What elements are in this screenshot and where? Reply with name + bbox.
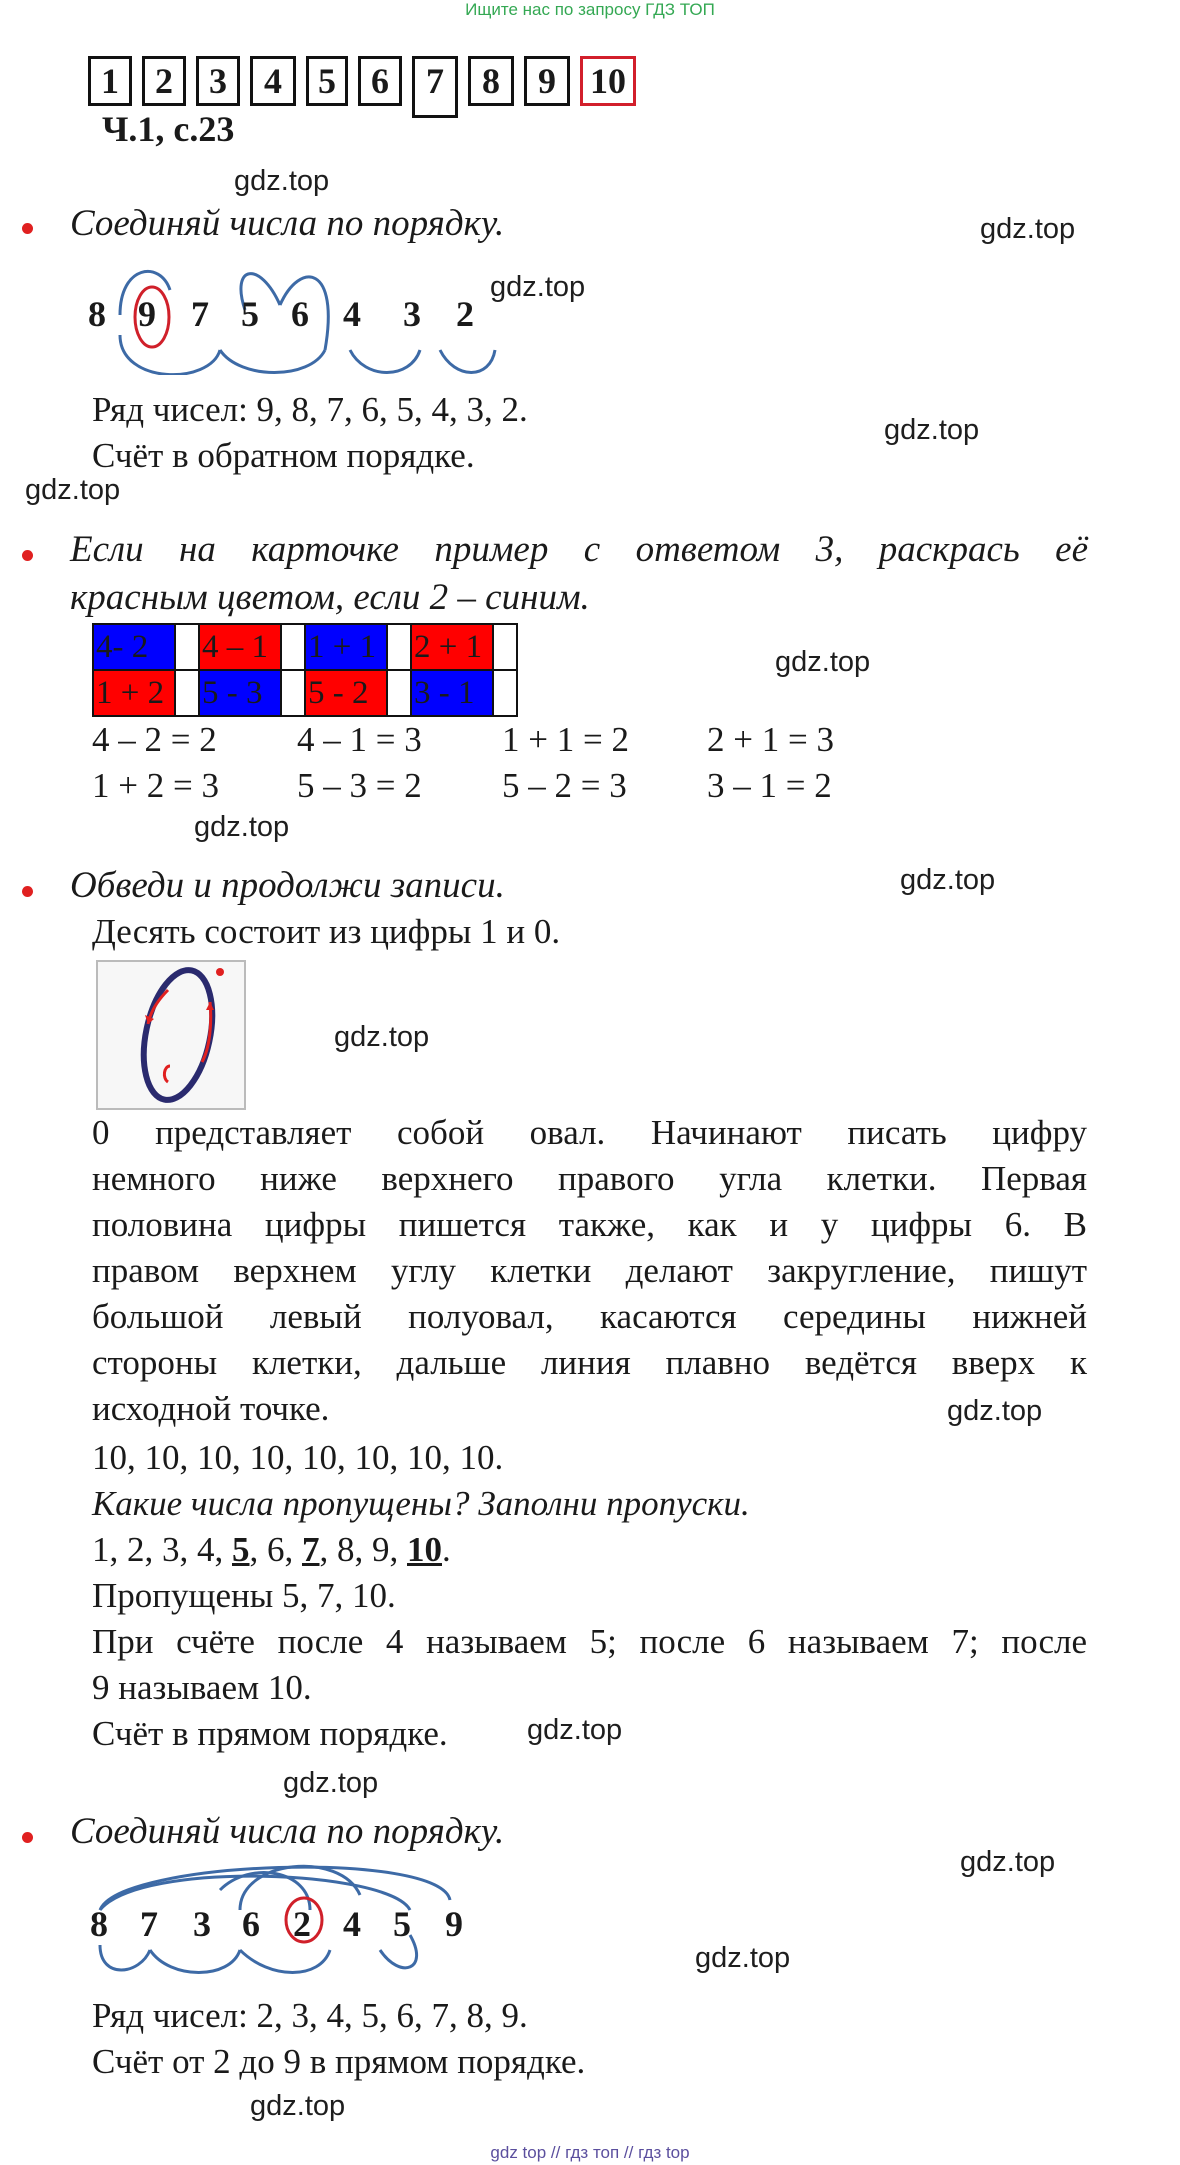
number-circled: 2 xyxy=(293,1904,311,1944)
task1-note: Счёт в обратном порядке. xyxy=(92,436,475,475)
sequence-text: . xyxy=(442,1530,451,1569)
task3-note: Счёт в прямом порядке. xyxy=(92,1714,448,1753)
card[interactable]: 4- 2 xyxy=(93,624,175,670)
bullet xyxy=(22,1832,33,1843)
sequence-text: , 6, xyxy=(249,1530,302,1569)
equations-row-1 xyxy=(92,720,912,760)
connect-arrow xyxy=(220,350,325,373)
equation: 3 – 1 = 2 xyxy=(707,766,832,805)
number: 4 xyxy=(343,294,361,334)
watermark: gdz.top xyxy=(947,1395,1043,1427)
connect-arrow xyxy=(240,1950,330,1973)
task4-note: Счёт от 2 до 9 в прямом порядке. xyxy=(92,2042,586,2081)
paragraph-line: правом верхнем углу клетки делают закругление, пишут xyxy=(92,1251,1087,1290)
page-link-5[interactable]: 5 xyxy=(306,56,348,106)
card[interactable]: 2 + 1 xyxy=(411,624,493,670)
digit-zero-illustration xyxy=(96,960,246,1110)
task3-instruction: Обведи и продолжи записи. xyxy=(70,865,505,906)
connect-arrow xyxy=(350,350,420,373)
task1-instruction: Соединяй числа по порядку. xyxy=(70,203,505,244)
watermark: gdz.top xyxy=(980,213,1076,245)
watermark: gdz.top xyxy=(194,811,290,843)
paragraph-line: немного ниже верхнего правого угла клетки. Первая xyxy=(92,1159,1087,1198)
watermark: gdz.top xyxy=(884,414,980,446)
filled-number: 5 xyxy=(232,1530,250,1569)
number: 8 xyxy=(90,1904,108,1944)
equation: 5 – 2 = 3 xyxy=(502,766,627,805)
task3-question: Какие числа пропущены? Заполни пропуски. xyxy=(92,1484,750,1523)
task3-tens: 10, 10, 10, 10, 10, 10, 10, 10. xyxy=(92,1438,504,1477)
page-link-7[interactable]: 7 xyxy=(412,56,458,118)
task4-instruction: Соединяй числа по порядку. xyxy=(70,1811,505,1852)
filled-number: 7 xyxy=(302,1530,320,1569)
search-banner[interactable]: Ищите нас по запросу ГДЗ ТОП xyxy=(465,0,715,19)
watermark: gdz.top xyxy=(775,646,871,678)
paragraph-line: стороны клетки, дальше линия плавно ведётся вверх к xyxy=(92,1343,1087,1382)
card[interactable]: 1 + 1 xyxy=(305,624,387,670)
number: 4 xyxy=(343,1904,361,1944)
watermark: gdz.top xyxy=(900,864,996,896)
number: 5 xyxy=(393,1904,411,1944)
card[interactable]: 5 - 3 xyxy=(199,670,281,716)
task3-intro: Десять состоит из цифры 1 и 0. xyxy=(92,912,561,951)
number: 6 xyxy=(291,294,309,334)
number-circled: 9 xyxy=(138,294,156,334)
task2-instruction-line1: Если на карточке пример с ответом 3, раскрась её xyxy=(70,529,1088,570)
card[interactable]: 4 – 1 xyxy=(199,624,281,670)
task3-explanation-line1: При счёте после 4 называем 5; после 6 называем 7; после xyxy=(92,1622,1087,1661)
equation: 5 – 3 = 2 xyxy=(297,766,422,805)
number: 7 xyxy=(140,1904,158,1944)
number: 5 xyxy=(241,294,259,334)
task4-number-row xyxy=(90,1903,490,1953)
page-link-10-selected[interactable]: 10 xyxy=(580,56,636,106)
watermark: gdz.top xyxy=(695,1942,791,1974)
bullet xyxy=(22,886,33,897)
watermark: gdz.top xyxy=(490,271,586,303)
watermark: gdz.top xyxy=(960,1846,1056,1878)
connect-arrow xyxy=(150,1950,240,1973)
paragraph-line: большой левый полуовал, касаются середины нижней xyxy=(92,1297,1087,1336)
card[interactable]: 3 - 1 xyxy=(411,670,493,716)
paragraph-line: половина цифры пишется также, как и у цифры 6. В xyxy=(92,1205,1087,1244)
page-link-3[interactable]: 3 xyxy=(196,56,240,106)
card[interactable]: 1 + 2 xyxy=(93,670,175,716)
page-link-9[interactable]: 9 xyxy=(524,56,570,106)
task1-number-row xyxy=(88,293,508,343)
cards-table xyxy=(92,623,518,717)
watermark: gdz.top xyxy=(25,474,121,506)
task3-paragraph xyxy=(92,1110,1087,1432)
page-link-2[interactable]: 2 xyxy=(142,56,186,106)
watermark: gdz.top xyxy=(234,165,330,197)
watermark: gdz.top xyxy=(527,1714,623,1746)
sequence-text: 1, 2, 3, 4, xyxy=(92,1530,232,1569)
paragraph-line: 0 представляет собой овал. Начинают писать цифру xyxy=(92,1113,1087,1152)
equation: 1 + 2 = 3 xyxy=(92,766,219,805)
connect-arrow xyxy=(440,350,495,373)
task4-row-text: Ряд чисел: 2, 3, 4, 5, 6, 7, 8, 9. xyxy=(92,1996,528,2035)
number: 3 xyxy=(403,294,421,334)
equation: 4 – 2 = 2 xyxy=(92,720,217,759)
card[interactable]: 5 - 2 xyxy=(305,670,387,716)
number: 6 xyxy=(242,1904,260,1944)
task3-missing: Пропущены 5, 7, 10. xyxy=(92,1576,396,1615)
task3-explanation-line2: 9 называем 10. xyxy=(92,1668,312,1707)
footer-links[interactable]: gdz top // гдз топ // гдз top xyxy=(490,2143,690,2162)
watermark: gdz.top xyxy=(283,1767,379,1799)
paragraph-line: исходной точке. xyxy=(92,1389,330,1428)
bullet xyxy=(22,223,33,234)
sequence-text: , 8, 9, xyxy=(319,1530,407,1569)
bullet xyxy=(22,550,33,561)
number: 8 xyxy=(88,294,106,334)
equation: 4 – 1 = 3 xyxy=(297,720,422,759)
task1-row-text: Ряд чисел: 9, 8, 7, 6, 5, 4, 3, 2. xyxy=(92,390,528,429)
page-reference: Ч.1, с.23 xyxy=(102,109,235,149)
task3-sequence xyxy=(92,1530,451,1570)
equation: 2 + 1 = 3 xyxy=(707,720,834,759)
equations-row-2 xyxy=(92,766,912,806)
page-link-1[interactable]: 1 xyxy=(88,56,132,106)
number: 2 xyxy=(456,294,474,334)
task2-instruction-line2: красным цветом, если 2 – синим. xyxy=(70,577,590,618)
page-link-4[interactable]: 4 xyxy=(250,56,296,106)
watermark: gdz.top xyxy=(250,2090,346,2122)
number: 9 xyxy=(445,1904,463,1944)
filled-number: 10 xyxy=(407,1530,442,1569)
page-link-6[interactable]: 6 xyxy=(358,56,402,106)
number: 7 xyxy=(191,294,209,334)
watermark: gdz.top xyxy=(334,1021,430,1053)
page-link-8[interactable]: 8 xyxy=(468,56,514,106)
digit-zero-icon xyxy=(98,962,244,1108)
number: 3 xyxy=(193,1904,211,1944)
equation: 1 + 1 = 2 xyxy=(502,720,629,759)
